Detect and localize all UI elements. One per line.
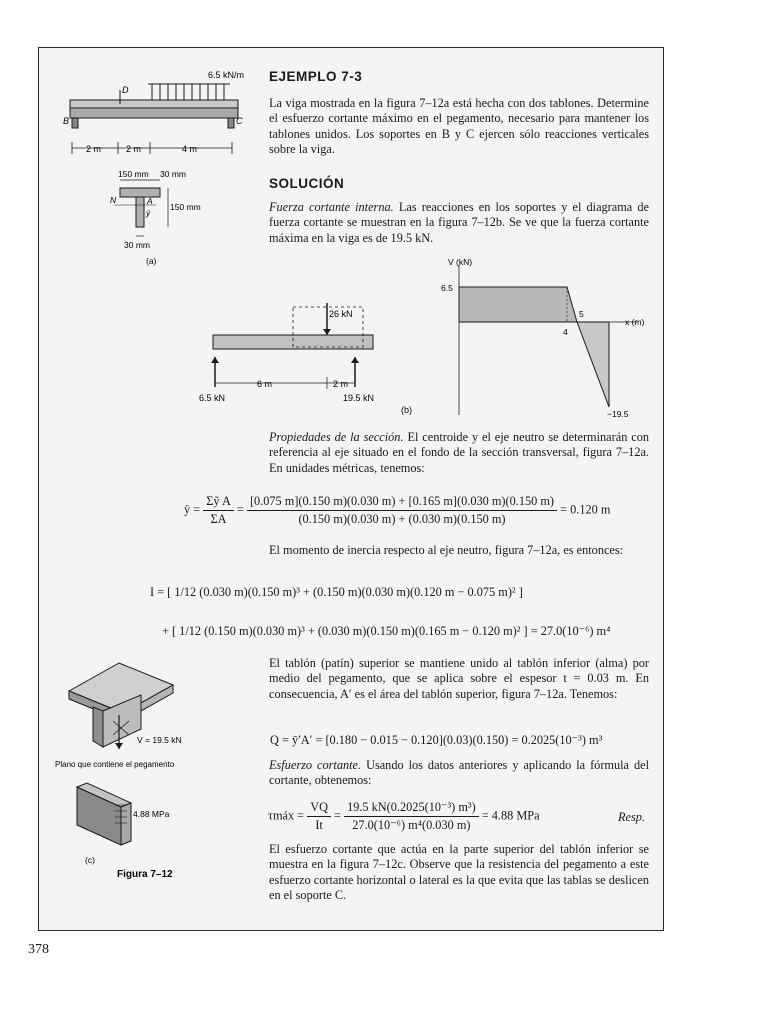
axis-v: V (kN) bbox=[448, 257, 473, 267]
label-plane: Plano que contiene el pegamento bbox=[55, 760, 175, 769]
paragraph-section-props bbox=[269, 430, 649, 476]
tau-frac1 bbox=[307, 800, 331, 833]
dim-w1: 150 mm bbox=[118, 169, 149, 179]
fig-c-label: (c) bbox=[85, 855, 95, 865]
equation-inertia-1: I = [ 1/12 (0.030 m)(0.150 m)³ + (0.150 m)(0.030 m)(0.120 m − 0.075 m)² ] bbox=[150, 585, 523, 599]
paragraph-internal-shear bbox=[269, 200, 649, 246]
equation-tau: τmáx = $\frac{VQ}{It}$ = $\frac{\text{19.5 kN(0.2025(10⁻³) m³)}}{\text{27.0(10⁻⁶) m⁴(0.030 m)}}$ = 4.88 MPa bbox=[268, 800, 540, 832]
figure-caption: Figura 7–12 bbox=[117, 869, 173, 880]
label-span1: 6 m bbox=[257, 379, 273, 389]
fig-b-label: (b) bbox=[401, 405, 412, 415]
label-RC: 19.5 kN bbox=[343, 393, 375, 403]
label-span2: 2 m bbox=[333, 379, 349, 389]
lead-internal-shear: Fuerza cortante interna. bbox=[269, 200, 394, 214]
answer-marker: Resp. bbox=[618, 810, 645, 824]
lead-shear-stress: Esfuerzo cortante. bbox=[269, 758, 362, 772]
dim-1: 2 m bbox=[86, 144, 102, 154]
ybar-frac1 bbox=[203, 494, 234, 527]
label-A: A bbox=[147, 196, 153, 206]
page-number: 378 bbox=[28, 942, 49, 957]
example-title: EJEMPLO 7-3 bbox=[269, 69, 363, 84]
ybar-num1: Σỹ A bbox=[203, 494, 234, 511]
text-shear-stress: Usando los datos anteriores y aplicando la fórmula del cortante, obtenemos: bbox=[269, 758, 649, 788]
axis-x: x (m) bbox=[625, 317, 645, 327]
figure-a bbox=[60, 62, 260, 272]
label-x5: 5 bbox=[579, 309, 584, 319]
figure-b bbox=[195, 255, 655, 425]
tau-den2: 27.0(10⁻⁶) m⁴(0.030 m) bbox=[352, 818, 471, 832]
ybar-num2: [0.075 m](0.150 m)(0.030 m) + [0.165 m](0.030 m)(0.150 m) bbox=[247, 494, 557, 511]
ybar-lhs: ȳ = bbox=[184, 502, 201, 517]
paragraph-glue: El tablón (patín) superior se mantiene unido al tablón inferior (alma) por medio del pegamento, que se aplica sobre el espesor t = 0.03 m. En consecuencia, A′ es el área del tablón superior, figura 7–12a. Tenemos: bbox=[269, 656, 649, 701]
label-C: C bbox=[236, 116, 243, 126]
label-D: D bbox=[122, 85, 129, 95]
ybar-frac2 bbox=[247, 494, 557, 527]
example-statement: La viga mostrada en la figura 7–12a está hecha con dos tablones. Determine el esfuerzo cortante máximo en el pegamento, necesario para mantener los tablones unidos. Los soportes en B y C ejercen sólo reacciones verticales sobre la viga. bbox=[269, 96, 649, 156]
tau-result: = 4.88 MPa bbox=[481, 808, 540, 823]
ybar-result: = 0.120 m bbox=[560, 502, 611, 517]
tau-den1: It bbox=[315, 818, 323, 832]
label-V: V = 19.5 kN bbox=[137, 735, 182, 745]
label-load: 6.5 kN/m bbox=[208, 70, 245, 80]
label-x4: 4 bbox=[563, 327, 568, 337]
label-v-bot: −19.5 bbox=[607, 409, 629, 419]
tau-num1: VQ bbox=[307, 800, 331, 817]
paragraph-conclusion: El esfuerzo cortante que actúa en la parte superior del tablón inferior se muestra en la figura 7–12c. Observe que la resistencia del pegamento a este esfuerzo cortante horizontal o lateral es la que evita que las tablas se deslicen en el soporte C. bbox=[269, 842, 649, 902]
tau-frac2 bbox=[344, 800, 479, 833]
label-ybar: ȳ bbox=[146, 208, 151, 218]
label-B: B bbox=[63, 116, 70, 126]
text-section-props: El centroide y el eje neutro se determinarán con referencia al eje situado en el fondo de la sección transversal, figura 7–12a. En unidades métricas, tenemos: bbox=[269, 430, 650, 475]
dim-h: 150 mm bbox=[170, 202, 201, 212]
lead-section-props: Propiedades de la sección. bbox=[269, 430, 404, 444]
figure-c bbox=[55, 655, 260, 895]
label-RB: 6.5 kN bbox=[199, 393, 226, 403]
label-stress: 4.88 MPa bbox=[133, 809, 170, 819]
label-N: N bbox=[110, 195, 117, 205]
equation-ybar: ȳ = $\frac{\text{Σỹ A}}{\Sigma A}$ = $\frac{[0.075 m](0.150 m)(0.030 m) + [0.165 m](0.030 m)(0.150 m)}{(0.150 m)(0.030 m) + (0.030 m)(0.150 m)}$ = 0.120 m bbox=[184, 494, 611, 526]
paragraph-inertia: El momento de inercia respecto al eje neutro, figura 7–12a, es entonces: bbox=[269, 543, 624, 557]
dim-t: 30 mm bbox=[124, 240, 150, 250]
label-v-top: 6.5 bbox=[441, 283, 453, 293]
label-force: 26 kN bbox=[329, 309, 353, 319]
dim-2: 2 m bbox=[126, 144, 142, 154]
dim-w2: 30 mm bbox=[160, 169, 186, 179]
text-internal-shear: Las reacciones en los soportes y el diagrama de fuerza cortante se muestran en la figura 7–12b. Se ve que la fuerza cortante máxima en la viga es de 19.5 kN. bbox=[269, 200, 650, 245]
ybar-den2: (0.150 m)(0.030 m) + (0.030 m)(0.150 m) bbox=[298, 512, 506, 526]
paragraph-shear-stress bbox=[269, 758, 649, 789]
equation-inertia-2: + [ 1/12 (0.150 m)(0.030 m)³ + (0.030 m)(0.150 m)(0.165 m − 0.120 m)² ] = 27.0(10⁻⁶) m⁴ bbox=[162, 624, 611, 638]
dim-3: 4 m bbox=[182, 144, 198, 154]
tau-num2: 19.5 kN(0.2025(10⁻³) m³) bbox=[344, 800, 479, 817]
ybar-den1: ΣA bbox=[210, 512, 227, 526]
solution-title: SOLUCIÓN bbox=[269, 176, 345, 191]
equation-Q: Q = ȳ′A′ = [0.180 − 0.015 − 0.120](0.03)(0.150) = 0.2025(10⁻³) m³ bbox=[270, 733, 603, 747]
fig-a-label: (a) bbox=[146, 256, 157, 266]
tau-lhs: τmáx = bbox=[268, 808, 305, 823]
